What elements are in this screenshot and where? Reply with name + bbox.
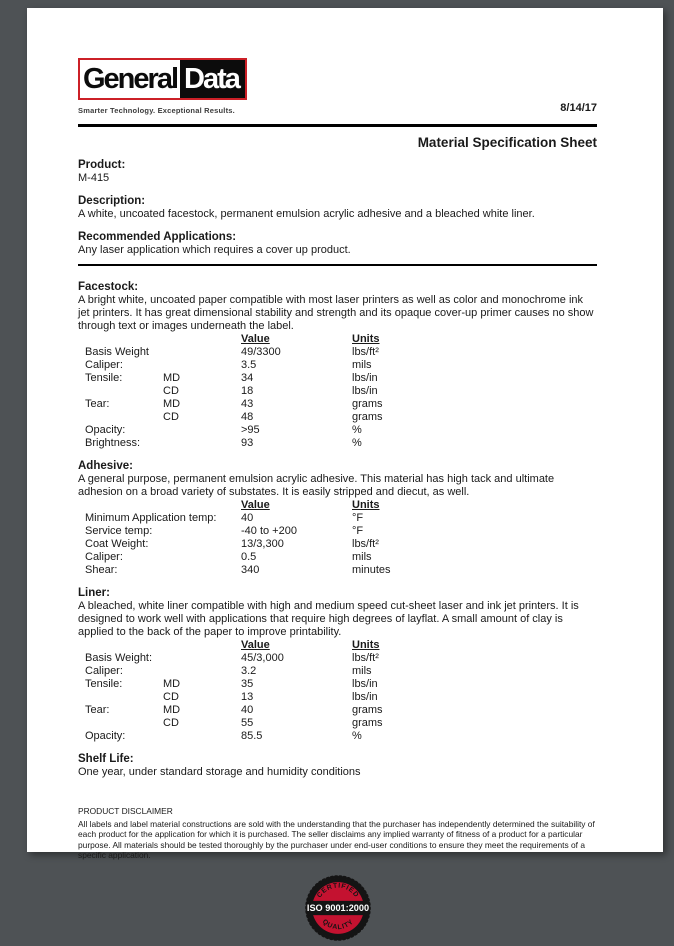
badge-middle-text: ISO 9001:2000 — [306, 902, 369, 913]
spec-cell-label: Basis Weight — [85, 346, 149, 358]
liner-section — [78, 587, 597, 743]
spec-cell-units: grams — [352, 411, 383, 423]
spec-cell-value: 35 — [241, 678, 254, 690]
spec-cell-sub: CD — [163, 385, 179, 397]
spec-cell-value: -40 to +200 — [241, 525, 297, 537]
spec-cell-label: Opacity: — [85, 730, 126, 742]
disclaimer-heading: PRODUCT DISCLAIMER — [78, 806, 173, 816]
spec-cell-label: Tensile: — [85, 372, 123, 384]
spec-row — [85, 665, 597, 678]
spec-cell-value: 93 — [241, 437, 254, 449]
spec-cell-sub: CD — [163, 717, 179, 729]
disclaimer-text: All labels and label material constructions are sold with the understanding that the purchaser has independently determined the suitability of each product for the application for which it is purchased. The seller disclaims any implied warranty of fitness of a product for a particular purpose. All materials should be tested thoroughly by the purchaser under end-user conditions to ensure they meet the requirements of a specific application. — [78, 818, 595, 861]
spec-cell-units: grams — [352, 704, 383, 716]
document-title: Material Specification Sheet — [417, 135, 597, 150]
spec-row — [85, 652, 597, 665]
logo-text-general: General — [80, 60, 180, 98]
spec-cell-value: 45/3,000 — [241, 652, 284, 664]
spec-cell-label: Caliper: — [85, 359, 123, 371]
spec-row — [85, 512, 597, 525]
spec-row — [85, 717, 597, 730]
spec-cell-units: lbs/ft² — [352, 538, 379, 550]
facestock-paragraph: A bright white, uncoated paper compatible with most laser printers as well as color and monochrome ink jet printers. It has great dimensional stability and strength and its opaque cover-up primer causes no show through text or images underneath the label. — [78, 294, 594, 332]
spec-cell-sub — [163, 424, 241, 437]
spec-cell-value: 55 — [241, 717, 254, 729]
spec-cell-value: 40 — [241, 512, 254, 524]
adhesive-heading: Adhesive: — [78, 460, 133, 472]
table-header-row — [85, 639, 597, 652]
spec-cell-value: 49/3300 — [241, 346, 281, 358]
spec-cell-units: °F — [352, 525, 364, 537]
shelf-life-heading: Shelf Life: — [78, 753, 134, 765]
units-column-header: Units — [352, 333, 380, 345]
spec-cell-units: grams — [352, 398, 383, 410]
value-column-header: Value — [241, 333, 270, 345]
spec-cell-value: >95 — [241, 424, 260, 436]
spec-cell-units: mils — [352, 551, 372, 563]
spec-cell-label — [85, 691, 163, 704]
product-value: M-415 — [78, 172, 110, 184]
adhesive-section — [78, 460, 597, 577]
spec-cell-value: 18 — [241, 385, 254, 397]
spec-cell-label — [85, 385, 163, 398]
description-section — [78, 195, 597, 221]
table-header-row — [85, 499, 597, 512]
spec-cell-value: 3.5 — [241, 359, 257, 371]
spec-row — [85, 424, 597, 437]
table-header-row — [85, 333, 597, 346]
product-heading: Product: — [78, 159, 126, 171]
liner-heading: Liner: — [78, 587, 110, 599]
spec-cell-sub — [163, 346, 241, 359]
product-disclaimer-section — [78, 806, 597, 861]
logo-text-data: Data — [180, 60, 245, 98]
spec-cell-value: 13 — [241, 691, 254, 703]
spec-cell-sub — [163, 652, 241, 665]
spec-row — [85, 691, 597, 704]
liner-table — [85, 639, 597, 743]
units-column-header: Units — [352, 499, 380, 511]
badge-bottom-text: QUALITY — [320, 918, 355, 932]
spec-cell-value: 13/3,300 — [241, 538, 284, 550]
spec-row — [85, 346, 597, 359]
spec-row — [85, 372, 597, 385]
liner-paragraph: A bleached, white liner compatible with high and medium speed cut-sheet laser and ink jet printers. It is designed to work well with applications that require high degrees of layflat. A small amount of clay is applied to the back of the paper to improve printability. — [78, 600, 579, 638]
spec-cell-label: Caliper: — [85, 665, 123, 677]
spec-row — [85, 678, 597, 691]
spec-cell-sub — [163, 665, 241, 678]
value-column-header: Value — [241, 499, 270, 511]
spec-cell-units: lbs/ft² — [352, 346, 379, 358]
spec-cell-label: Shear: — [85, 564, 118, 576]
spec-cell-label: Minimum Application temp: — [85, 512, 217, 524]
facestock-table — [85, 333, 597, 450]
adhesive-paragraph: A general purpose, permanent emulsion acrylic adhesive. This material has high tack and ultimate adhesion on a broad variety of substates. It is easily stripped and diecut, as well. — [78, 473, 555, 498]
spec-row — [85, 359, 597, 372]
spec-row — [85, 437, 597, 450]
value-column-header: Value — [241, 639, 270, 651]
general-data-logo — [78, 58, 247, 100]
spec-cell-units: % — [352, 437, 362, 449]
recommended-applications-text: Any laser application which requires a cover up product. — [78, 244, 351, 256]
spec-row — [85, 704, 597, 717]
spec-cell-sub: MD — [163, 398, 181, 410]
spec-sheet-page — [27, 8, 663, 932]
spec-cell-sub: MD — [163, 678, 181, 690]
spec-cell-units: °F — [352, 512, 364, 524]
spec-cell-value: 40 — [241, 704, 254, 716]
spec-cell-units: % — [352, 424, 362, 436]
spec-cell-value: 340 — [241, 564, 260, 576]
spec-cell-units: lbs/in — [352, 691, 378, 703]
spec-row — [85, 411, 597, 424]
spec-row — [85, 525, 597, 538]
spec-cell-label: Caliper: — [85, 551, 123, 563]
spec-cell-sub: MD — [163, 372, 181, 384]
spec-row — [85, 538, 597, 551]
spec-row — [85, 564, 597, 577]
spec-cell-units: mils — [352, 665, 372, 677]
spec-cell-value: 48 — [241, 411, 254, 423]
section-divider-line — [78, 264, 597, 266]
spec-cell-units: lbs/in — [352, 372, 378, 384]
spec-cell-value: 34 — [241, 372, 254, 384]
certification-badge-area — [78, 874, 597, 946]
spec-cell-sub: CD — [163, 411, 179, 423]
spec-cell-label: Basis Weight: — [85, 652, 153, 664]
spec-cell-label: Coat Weight: — [85, 538, 149, 550]
iso-9001-certified-badge — [304, 874, 372, 942]
spec-cell-label: Tear: — [85, 398, 110, 410]
recommended-applications-heading: Recommended Applications: — [78, 231, 237, 243]
logo-block — [78, 58, 247, 117]
units-column-header: Units — [352, 639, 380, 651]
spec-cell-value: 0.5 — [241, 551, 257, 563]
spec-cell-label: Brightness: — [85, 437, 141, 449]
shelf-life-section — [78, 753, 597, 779]
spec-cell-units: grams — [352, 717, 383, 729]
spec-row — [85, 551, 597, 564]
document-header — [78, 58, 597, 117]
recommended-applications-section — [78, 231, 597, 257]
spec-cell-units: minutes — [352, 564, 391, 576]
spec-cell-sub — [163, 437, 241, 450]
spec-row — [85, 730, 597, 743]
spec-cell-label: Tear: — [85, 704, 110, 716]
facestock-heading: Facestock: — [78, 281, 139, 293]
badge-top-text: CERTIFIED — [315, 882, 360, 900]
spec-cell-label: Service temp: — [85, 525, 153, 537]
spec-cell-sub — [163, 359, 241, 372]
description-text: A white, uncoated facestock, permanent emulsion acrylic adhesive and a bleached white liner. — [78, 208, 535, 220]
spec-row — [85, 385, 597, 398]
spec-cell-sub: CD — [163, 691, 179, 703]
header-divider-line — [78, 124, 597, 127]
product-section — [78, 159, 597, 185]
spec-row — [85, 398, 597, 411]
shelf-life-text: One year, under standard storage and humidity conditions — [78, 766, 361, 778]
document-date: 8/14/17 — [560, 102, 597, 114]
spec-cell-label: Tensile: — [85, 678, 123, 690]
spec-cell-label — [85, 411, 163, 424]
spec-cell-value: 85.5 — [241, 730, 263, 742]
spec-cell-value: 43 — [241, 398, 254, 410]
facestock-section — [78, 281, 597, 450]
adhesive-table — [85, 499, 597, 577]
spec-cell-units: % — [352, 730, 362, 742]
spec-cell-sub: MD — [163, 704, 181, 716]
spec-cell-units: lbs/in — [352, 678, 378, 690]
spec-cell-value: 3.2 — [241, 665, 257, 677]
spec-cell-units: lbs/ft² — [352, 652, 379, 664]
spec-cell-label: Opacity: — [85, 424, 126, 436]
spec-cell-units: mils — [352, 359, 372, 371]
description-heading: Description: — [78, 195, 146, 207]
spec-cell-sub — [163, 730, 241, 743]
spec-cell-label — [85, 717, 163, 730]
spec-cell-units: lbs/in — [352, 385, 378, 397]
logo-tagline: Smarter Technology. Exceptional Results. — [78, 106, 235, 115]
